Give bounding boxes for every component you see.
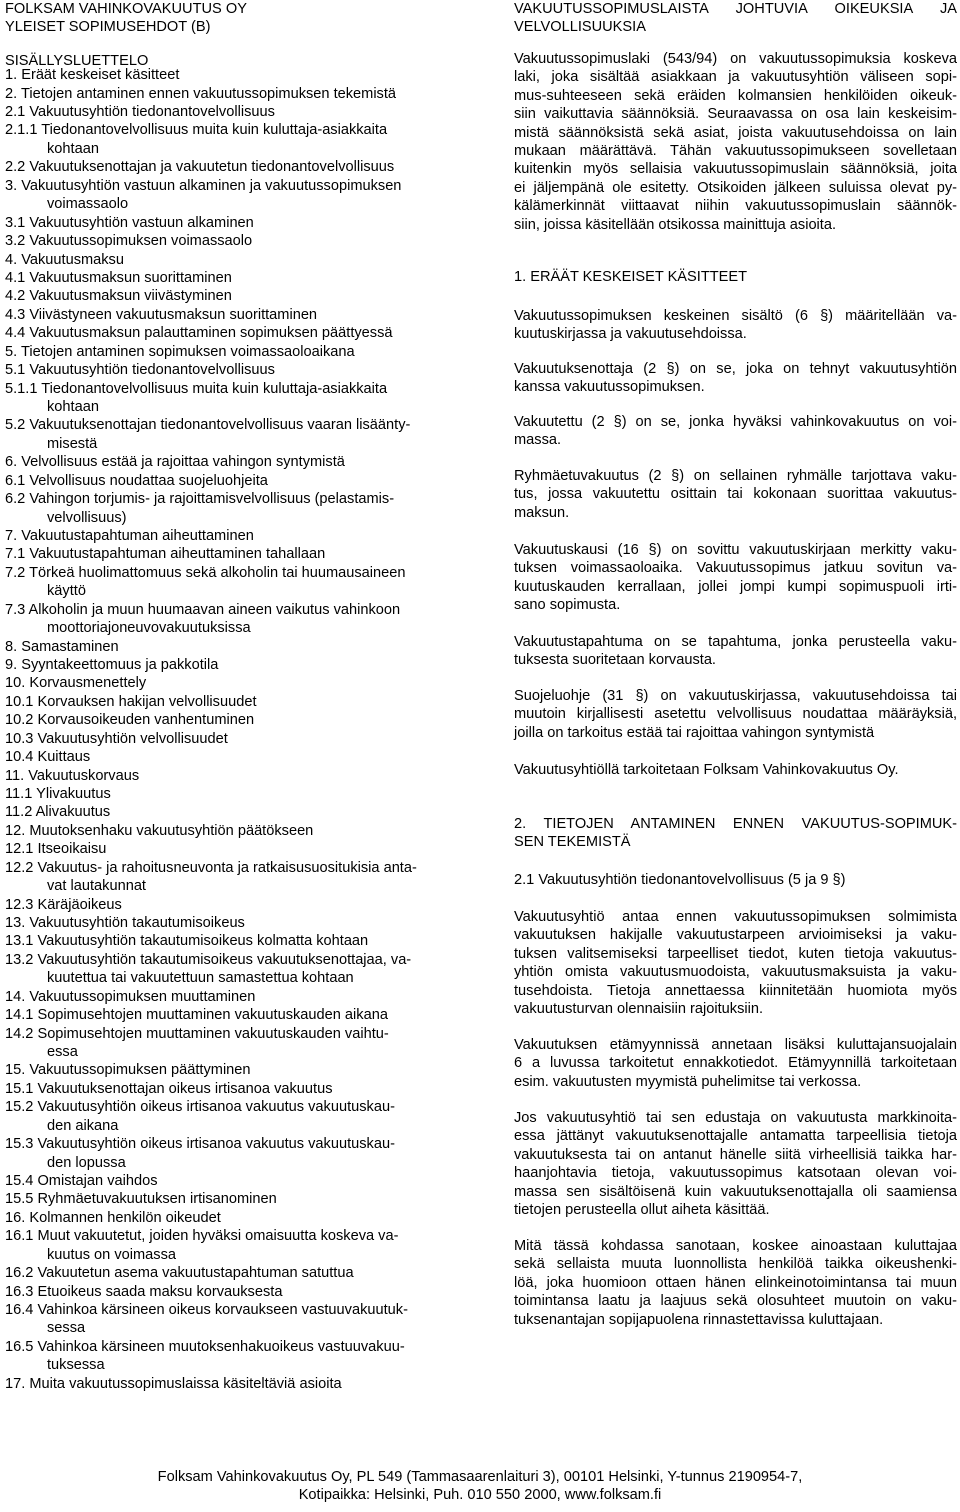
toc-entry: 5.1.1 Tiedonantovelvollisuus muita kuin kuluttaja-asiakkaita (5, 381, 388, 397)
paragraph-line: Vakuutussopimuslaki (543/94) on vakuutussopimuksia koskeva (514, 51, 957, 67)
toc-entry: 6.1 Velvollisuus noudattaa suojeluohjeita (5, 473, 268, 489)
toc-entry: 15.3 Vakuutusyhtiön oikeus irtisanoa vakuutus vakuutuskau- (5, 1136, 395, 1152)
toc-entry: 10.1 Korvauksen hakijan velvollisuudet (5, 694, 257, 710)
toc-entry-continuation: essa (47, 1044, 78, 1060)
toc-entry: 14. Vakuutussopimuksen muuttaminen (5, 989, 256, 1005)
paragraph-line: esim. vakuutusten myymistä puhelimitse tai verkossa. (514, 1073, 862, 1090)
paragraph-line: massa sen sisältöisenä kuin vakuutuksenottajalla oli saamiensa (514, 1183, 957, 1200)
toc-entry: 10.3 Vakuutusyhtiön velvollisuudet (5, 731, 228, 747)
left-header (5, 0, 465, 37)
toc-entry-continuation: kohtaan (47, 399, 99, 415)
toc-entry: 6. Velvollisuus estää ja rajoittaa vahingon syntymistä (5, 454, 345, 470)
paragraph-line: essa jättänyt vakuutuksenottajalle antamatta tarpeellisia tietoja (514, 1128, 957, 1145)
paragraph-line: tus, jossa vakuutettu osittain tai kokonaan suorittaa vakuutus- (514, 486, 957, 503)
paragraph-line: tietojen perusteella ollut aiheta käsittää. (514, 1202, 770, 1218)
paragraph-line: tuksesta suoritetaan korvausta. (514, 652, 716, 669)
toc-entry: 6.2 Vahingon torjumis- ja rajoittamisvelvollisuus (pelastamis- (5, 491, 395, 507)
toc-entry: 12.1 Itseoikaisu (5, 841, 107, 857)
toc-entry-continuation: tuksessa (47, 1357, 105, 1373)
right-column (514, 0, 957, 37)
toc-entry: 10.2 Korvausoikeuden vanhentuminen (5, 712, 255, 728)
toc-entry: 11. Vakuutuskorvaus (5, 768, 140, 784)
paragraph-line: siin, joissa käsitellään otsikossa mainittuja asioita. (514, 216, 837, 233)
toc-entry: 16.3 Etuoikeus saada maksu korvauksesta (5, 1284, 283, 1300)
paragraph-line: 6 a luvussa tarkoitetut ennakkotiedot. Etämyynnillä tarkoitetaan (514, 1055, 957, 1072)
paragraph-line: mus-suhteeseen sekä eräiden kolmansien henkilöiden oikeuk- (514, 87, 957, 104)
paragraph-line: Suojeluohje (31 §) on vakuutuskirjassa, vakuutusehdoissa tai (514, 688, 957, 704)
paragraph-line: kanssa vakuutussopimuksen. (514, 379, 705, 396)
paragraph-line: Ryhmäetuvakuutus (2 §) on sellainen ryhmälle tarjottava vaku- (514, 468, 957, 484)
toc-entry-continuation: velvollisuus) (47, 510, 127, 526)
paragraph-line: mukaan määrättävä. Tähän vakuutussopimukseen sovelletaan (514, 143, 957, 159)
toc-entry: 17. Muita vakuutussopimuslaissa käsiteltäviä asioita (5, 1376, 342, 1392)
paragraph-line: vakuutuksesta tai on antanut hänelle siitä virheellisiä taikka har- (514, 1146, 957, 1163)
toc-entry: 2. Tietojen antaminen ennen vakuutussopimuksen tekemistä (5, 86, 397, 102)
toc-entry: 3.1 Vakuutusyhtiön vastuun alkaminen (5, 215, 254, 231)
toc-entry: 5.1 Vakuutusyhtiön tiedonantovelvollisuus (5, 362, 275, 378)
paragraph-line: Vakuutusyhtiöllä tarkoitetaan Folksam Vahinkovakuutus Oy. (514, 762, 899, 778)
paragraph-line: Vakuutettu (2 §) on se, jonka hyväksi vahinkovakuutus on voi- (514, 414, 957, 430)
paragraph-line: Vakuutuksen etämyynnissä annetaan lisäksi kuluttajansuojalain (514, 1037, 957, 1053)
toc-entry: 15.2 Vakuutusyhtiön oikeus irtisanoa vakuutus vakuutuskau- (5, 1099, 395, 1115)
paragraph-line: ei jäljempänä ole esitetty. Otsikoiden jälkeen suluissa olevat py- (514, 179, 957, 196)
toc-entry: 12. Muutoksenhaku vakuutusyhtiön päätökseen (5, 823, 314, 839)
toc-entry: 14.2 Sopimusehtojen muuttaminen vakuutuskauden vaihtu- (5, 1026, 389, 1042)
paragraph-line: maksun. (514, 504, 570, 521)
toc-entry: 16.5 Vahinkoa kärsineen muutoksenhakuoikeus vastuuvakuu- (5, 1339, 405, 1355)
toc-entry: 10.4 Kuittaus (5, 749, 91, 765)
toc-entry: 7. Vakuutustapahtuman aiheuttaminen (5, 528, 254, 544)
toc-entry: 5.2 Vakuutuksenottajan tiedonantovelvollisuus vaaran lisäänty- (5, 417, 411, 433)
toc-entry-continuation: käyttö (47, 583, 86, 599)
toc-entry-continuation: den aikana (47, 1118, 119, 1134)
paragraph-line: kälämerkinnät viittaavat niihin vakuutussopimuslain säännök- (514, 198, 957, 215)
right-header-line-2: VELVOLLISUUKSIA (514, 19, 646, 36)
paragraph-line: vakuutuksen hakijalle vakuutustarpeen arvioimiseksi ja vaku- (514, 927, 957, 944)
paragraph-line: tuksen valitsemiseksi tarpeelliset tiedot, kuten tietoja vakuutus- (514, 945, 957, 962)
toc-entry: 16.1 Muut vakuutetut, joiden hyväksi omaisuutta koskeva va- (5, 1228, 399, 1244)
toc-entry: 4.2 Vakuutusmaksun viivästyminen (5, 288, 232, 304)
paragraph-line: toimintansa laatu ja laajuus sekä olosuhteet muutoin on vaku- (514, 1293, 957, 1310)
paragraph-line: sekä sellaista muuta luonnollista henkilöä taikka oikeushenki- (514, 1256, 957, 1273)
toc-entry: 16. Kolmannen henkilön oikeudet (5, 1210, 221, 1226)
toc-entry: 13.1 Vakuutusyhtiön takautumisoikeus kolmatta kohtaan (5, 933, 369, 949)
paragraph-line: Vakuutussopimuksen keskeinen sisältö (6 §) määritellään va- (514, 308, 957, 324)
paragraph-line: massa. (514, 432, 562, 449)
toc-entry: 2.1.1 Tiedonantovelvollisuus muita kuin kuluttaja-asiakkaita (5, 122, 388, 138)
toc-entry: 10. Korvausmenettely (5, 675, 147, 691)
toc-entry: 4. Vakuutusmaksu (5, 252, 124, 268)
toc-entry: 15.1 Vakuutuksenottajan oikeus irtisanoa vakuutus (5, 1081, 333, 1097)
toc-entry: 15. Vakuutussopimuksen päättyminen (5, 1062, 251, 1078)
toc-entry: 4.3 Viivästyneen vakuutusmaksun suorittaminen (5, 307, 318, 323)
paragraph-line: tuksenantajan sopijapuolena rinnastettavissa kuluttajaan. (514, 1311, 884, 1328)
footer-line-2: Kotipaikka: Helsinki, Puh. 010 550 2000, www.folksam.fi (298, 1487, 662, 1504)
toc-entry: 12.3 Käräjäoikeus (5, 897, 122, 913)
paragraph-line: tusehdoista. Tietoja annettaessa kiinnitetään huomiota myös (514, 982, 957, 999)
section-heading: SEN TEKEMISTÄ (514, 834, 631, 851)
toc-entry: 11.2 Alivakuutus (5, 804, 111, 820)
paragraph-line: Vakuutuksenottaja (2 §) on se, joka on tehnyt vakuutusyhtiön (514, 361, 957, 377)
paragraph-line: kuutuskirjassa ja vakuutusehdoissa. (514, 326, 747, 343)
paragraph-line: Vakuutusyhtiö antaa ennen vakuutussopimuksen solmimista (514, 909, 957, 925)
toc-entry: 12.2 Vakuutus- ja rahoitusneuvonta ja ratkaisusuositukisia anta- (5, 860, 417, 876)
document-title: YLEISET SOPIMUSEHDOT (B) (5, 19, 211, 36)
paragraph-line: mistä säännöksistä sekä asiat, joista vakuutusehdoissa on lain (514, 124, 957, 141)
toc-entry-continuation: moottoriajoneuvovakuutuksissa (47, 620, 251, 636)
paragraph-line: löä, joka huomioon ottaen hänen elinkeinotoimintansa tai muun (514, 1274, 957, 1291)
paragraph-line: yhtiön omista vakuutusmuodoista, vakuutusmaksuista ja vaku- (514, 964, 957, 981)
paragraph-line: Mitä tässä kohdassa sanotaan, koskee ainoastaan kuluttajaa (514, 1238, 957, 1254)
paragraph-line: sano sopimusta. (514, 597, 621, 614)
section-heading: 2. TIETOJEN ANTAMINEN ENNEN VAKUUTUS-SOPIMUK- (514, 816, 957, 832)
page-footer (0, 1468, 960, 1505)
paragraph-line: siin vaikuttavia säännöksiä. Seuraavassa on osa lain keskeisim- (514, 106, 957, 123)
toc-entry-continuation: kuutus on voimassa (47, 1247, 176, 1263)
toc-entry-continuation: kuutettua tai vakuutettuun samastettua kohtaan (47, 970, 354, 986)
toc-entry: 4.1 Vakuutusmaksun suorittaminen (5, 270, 232, 286)
right-header-line-1: VAKUUTUSSOPIMUSLAISTA JOHTUVIA OIKEUKSIA JA (514, 1, 957, 17)
paragraph-line: laki, joka sisältää asiakkaan ja vakuutusyhtiön väliseen sopi- (514, 69, 957, 86)
paragraph-line: Jos vakuutusyhtiö tai sen edustaja on vakuutusta markkinoita- (514, 1110, 957, 1126)
paragraph-line: vakuutusturvan olennaisiin rajoituksiin. (514, 1001, 764, 1017)
toc-entry: 8. Samastaminen (5, 639, 119, 655)
toc-entry: 11.1 Ylivakuutus (5, 786, 111, 802)
paragraph-line: kuitenkin myös sellaisia vakuutussopimuslain säännöksiä, joita (514, 161, 957, 178)
toc-entry-continuation: vat lautakunnat (47, 878, 146, 894)
toc-entry: 3. Vakuutusyhtiön vastuun alkaminen ja vakuutussopimuksen (5, 178, 402, 194)
toc-entry-continuation: kohtaan (47, 141, 99, 157)
toc-entry: 7.2 Törkeä huolimattomuus sekä alkoholin tai huumausaineen (5, 565, 406, 581)
company-name: FOLKSAM VAHINKOVAKUUTUS OY (5, 1, 247, 17)
toc-entry: 13.2 Vakuutusyhtiön takautumisoikeus vakuutuksenottajaa, va- (5, 952, 412, 968)
toc-entry: 15.5 Ryhmäetuvakuutuksen irtisanominen (5, 1191, 277, 1207)
toc-entry: 3.2 Vakuutussopimuksen voimassaolo (5, 233, 253, 249)
toc-entry: 13. Vakuutusyhtiön takautumisoikeus (5, 915, 245, 931)
paragraph-line: Vakuutustapahtuma on se tapahtuma, jonka perusteella vaku- (514, 634, 957, 650)
paragraph-line: muutoin kirjallisesti asetettu velvollisuus noudattaa määräyksiä, (514, 706, 957, 723)
toc-entry: 14.1 Sopimusehtojen muuttaminen vakuutuskauden aikana (5, 1007, 388, 1023)
toc-entry: 7.1 Vakuutustapahtuman aiheuttaminen tahallaan (5, 546, 326, 562)
paragraph-line: tuksen voimassaoloaika. Vakuutussopimus jatkuu sovitun va- (514, 560, 957, 577)
paragraph-line: haanjohtavia tietoja, vakuutussopimus katsotaan olevan voi- (514, 1165, 957, 1182)
right-header (514, 0, 957, 37)
left-column (5, 0, 465, 37)
section-heading: 2.1 Vakuutusyhtiön tiedonantovelvollisuus (5 ja 9 §) (514, 872, 846, 888)
footer-line-1: Folksam Vahinkovakuutus Oy, PL 549 (Tammasaarenlaituri 3), 00101 Helsinki, Y-tunnus 2190954-7, (157, 1469, 803, 1485)
toc-entry: 9. Syyntakeettomuus ja pakkotila (5, 657, 219, 673)
toc-entry: 7.3 Alkoholin ja muun huumaavan aineen vaikutus vahinkoon (5, 602, 401, 618)
toc-entry: 5. Tietojen antaminen sopimuksen voimassaoloaikana (5, 344, 355, 360)
toc-entry: 2.1 Vakuutusyhtiön tiedonantovelvollisuus (5, 104, 275, 120)
toc-entry: 15.4 Omistajan vaihdos (5, 1173, 158, 1189)
toc-entry: 2.2 Vakuutuksenottajan ja vakuutetun tiedonantovelvollisuus (5, 159, 395, 175)
toc-entry: 1. Eräät keskeiset käsitteet (5, 67, 180, 83)
toc-entry-continuation: voimassaolo (47, 196, 129, 212)
paragraph-line: kuutuskauden kerrallaan, jollei jompi kumpi sopimuspuoli irti- (514, 578, 957, 595)
toc-title: SISÄLLYSLUETTELO (5, 53, 149, 69)
toc-entry: 16.4 Vahinkoa kärsineen oikeus korvaukseen vastuuvakuutuk- (5, 1302, 408, 1318)
paragraph-line: joilla on tarkoitus estää tai rajoittaa vahingon syntymistä (514, 724, 875, 741)
paragraph-line: Vakuutuskausi (16 §) on sovittu vakuutuskirjaan merkitty vaku- (514, 542, 957, 558)
toc-entry-continuation: den lopussa (47, 1155, 126, 1171)
toc-entry: 16.2 Vakuutetun asema vakuutustapahtuman satuttua (5, 1265, 354, 1281)
section-heading: 1. ERÄÄT KESKEISET KÄSITTEET (514, 269, 748, 285)
toc-entry-continuation: misestä (47, 436, 98, 452)
toc-entry-continuation: sessa (47, 1320, 86, 1336)
toc-entry: 4.4 Vakuutusmaksun palauttaminen sopimuksen päättyessä (5, 325, 393, 341)
